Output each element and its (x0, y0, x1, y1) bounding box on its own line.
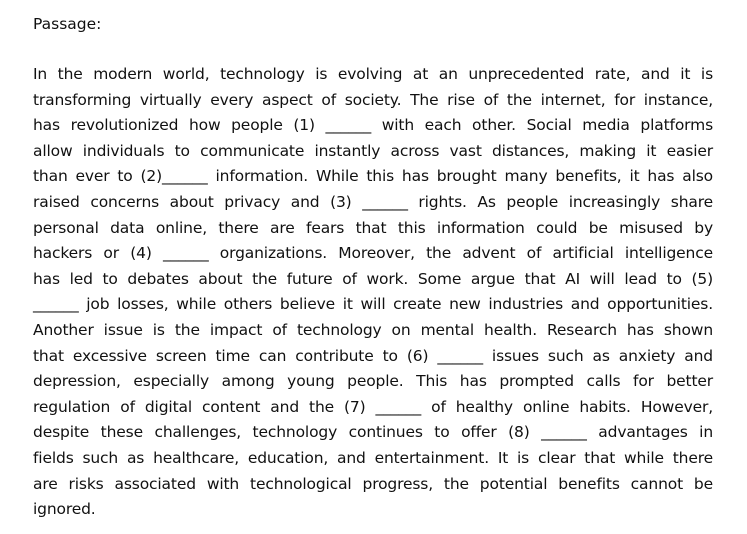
passage-line: fields such as healthcare, education, and entertainment. It is clear that while there (33, 448, 713, 467)
passage-line: allow individuals to communicate instantly across vast distances, making it easier (33, 141, 713, 160)
passage-line: raised concerns about privacy and (3) ______ rights. As people increasingly share (33, 192, 713, 211)
passage-line: has led to debates about the future of work. Some argue that AI will lead to (5) (33, 269, 713, 288)
passage-body (33, 62, 713, 523)
passage-line: depression, especially among young people. This has prompted calls for better (33, 372, 713, 391)
passage-line: than ever to (2)______ information. While this has brought many benefits, it has also (33, 167, 713, 186)
passage-line: hackers or (4) ______ organizations. Moreover, the advent of artificial intelligence (33, 244, 713, 263)
passage-line: are risks associated with technological progress, the potential benefits cannot be (33, 474, 713, 493)
passage-line: that excessive screen time can contribute to (6) ______ issues such as anxiety and (33, 346, 713, 365)
passage-line: In the modern world, technology is evolving at an unprecedented rate, and it is (33, 65, 713, 83)
passage-line: ______ job losses, while others believe it will create new industries and opportunities. (33, 295, 713, 314)
passage-line: despite these challenges, technology continues to offer (8) ______ advantages in (33, 423, 713, 442)
passage-line: has revolutionized how people (1) ______ with each other. Social media platforms (33, 116, 713, 135)
passage-line: personal data online, there are fears that this information could be misused by (33, 218, 713, 237)
passage-line: Another issue is the impact of technology on mental health. Research has shown (33, 320, 713, 339)
passage-line: transforming virtually every aspect of society. The rise of the internet, for instance, (33, 90, 713, 109)
passage-line: regulation of digital content and the (7) ______ of healthy online habits. However, (33, 397, 713, 416)
passage-line: ignored. (33, 500, 96, 519)
passage-heading: Passage: (33, 15, 102, 33)
